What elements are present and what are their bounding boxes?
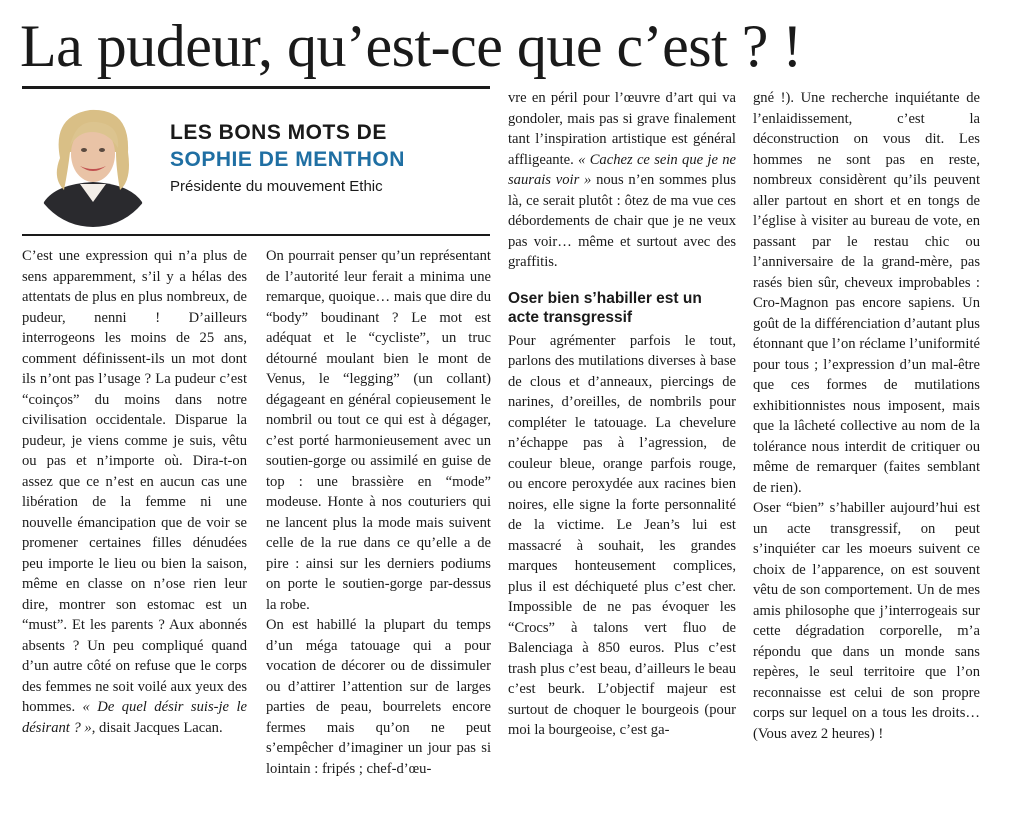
header-rule [22, 234, 490, 236]
paragraph: vre en péril pour l’œuvre d’art qui va gondoler, mais pas si grave finalement tant l’inspiration artistique est général affligeante. « Cachez ce sein que je ne saurais voir » nous n’en sommes plus là, ce serait plutôt : ôtez de ma vue ces débordements de chair que je ne veux pas voir… même et surtout avec des graffitis. [508, 90, 736, 270]
subheading: Oser bien s’habiller est un acte transgressif [508, 289, 702, 326]
column-4 [753, 88, 980, 794]
column-3 [508, 88, 736, 794]
moliere-quote: « Cachez ce sein que je ne saurais voir » [508, 151, 736, 188]
article-title: La pudeur, qu’est-ce que c’est ? ! [20, 13, 802, 79]
lacan-quote: « De quel désir suis-je le désirant ? » [22, 699, 247, 736]
column-1 [22, 246, 247, 794]
paragraph: Oser “bien” s’habiller aujourd’hui est un acte transgressif, on peut s’inquiéter car les moeurs suivent ce choix de l’apparence, on est souvent vêtu de son comportement. Un de mes amis philosophe que j’interrogeais sur cette dégradation corporelle, m’a répondu que dans un monde sans repères, le seul territoire que l’on reconnaisse est celui de son propre corps sur lequel on a tous les droits… (Vous avez 2 heures) ! [753, 500, 980, 742]
paragraph: gné !). Une recherche inquiétante de l’enlaidissement, c’est la déconstruction on vous dit. Les hommes ne sont pas en reste, nombreux considèrent qu’ils peuvent aller partout en short et en tongs de l’église à visiter au bureau de vote, en passant par le restau chic ou l’anniversaire de la grand-mère, pas rasés bien sûr, cheveux improbables : Cro-Magnon pas encore sapiens. Un goût de la différenciation d’autant plus étonnant que l’on réclame l’uniformité pour tous ; l’expression d’un mal-être que ces formes de mutilations exhibitionnistes nous imposent, mais que la lâcheté collective au nom de la tolérance nous interdit de critiquer ou même de remarquer (faites semblant de rien). [753, 90, 980, 496]
author-portrait [30, 98, 156, 230]
author-name: SOPHIE DE MENTHON [170, 148, 405, 171]
column-2 [266, 246, 491, 794]
paragraph: Pour agrémenter parfois le tout, parlons des mutilations diverses à base de clous et d’anneaux, piercings de narines, d’oreilles, de nombrils pour compléter le tatouage. La chevelure n’échappe pas à l’agression, de couleur bleue, orange parfois rouge, ou encore peroxydée aux racines bien noires, elle signe la forte personnalité de la victime. Le Jean’s lui est massacré à souhait, les grandes marques honteusement complices, plus il est déchiqueté plus c’est cher. Impossible de ne pas évoquer les “Crocs” à talons vert fluo de Balenciaga à 850 euros. Plus c’est trash plus c’est beau, d’ailleurs le beau c’est beurk. L’objectif majeur est surtout de choquer le bourgeois (pour moi la bourgeoise, c’est ga- [508, 332, 736, 738]
paragraph: On est habillé la plupart du temps d’un méga tatouage qui a pour vocation de décorer ou de dissimuler ou d’attirer l’attention sur de larges parties de peau, bourrelets encore fermes mais qu’on ne peut s’empêcher d’imaginer un jour pas si lointain : fripés ; chef-d’œu- [266, 617, 491, 777]
author-role: Présidente du mouvement Ethic [170, 178, 383, 195]
paragraph: On pourrait penser qu’un représentant de l’autorité leur ferait a minima une remarque, quoique… mais que dire du “body” boudinant ? Le mot est adéquat et le “cycliste”, un truc détourné moulant bien le mont de Venus, le “legging” (un collant) dégageant en général copieusement le nombril ou tout ce qui est à dégager, c’est porté harmonieusement avec un soutien-gorge ou assimilé en guise de top : une brassière en “mode” modeuse. Honte à nos couturiers qui ne lancent plus la mode mais suivent celle de la rue dans ce qu’elle a de pire : ainsi sur les derniers podiums on porte le soutien-gorge par-dessus la robe. [266, 248, 491, 613]
title-rule [22, 86, 490, 89]
paragraph: C’est une expression qui n’a plus de sens apparemment, s’il y a hélas des attentats de plus en plus nombreux, de pudeur, nenni ! D’ailleurs interrogeons les moins de 25 ans, comment définissent-ils un mot dont ils n’ont pas l’usage ? La pudeur c’est “coinços” du moins dans notre civilisation occidentale. Disparue la pudeur, je viens comme je suis, vêtu ou pas et n’importe où. Dira-t-on assez que ce n’est en aucun cas une libération de la femme ni une nouvelle émancipation que de voir se promener certaines filles dénudées peu importe le lieu ou bien la saison, même en classe on n’ose rien leur dire, montrer son estomac est un “must”. Et les parents ? Aux abonnés absents ? Un peu compliqué quand d’un autre côté on refuse que le corps des femmes ne soit voilé aux yeux des hommes. « De quel désir suis-je le désirant ? », disait Jacques Lacan. [22, 248, 247, 736]
column-header-line1: LES BONS MOTS DE [170, 121, 387, 144]
